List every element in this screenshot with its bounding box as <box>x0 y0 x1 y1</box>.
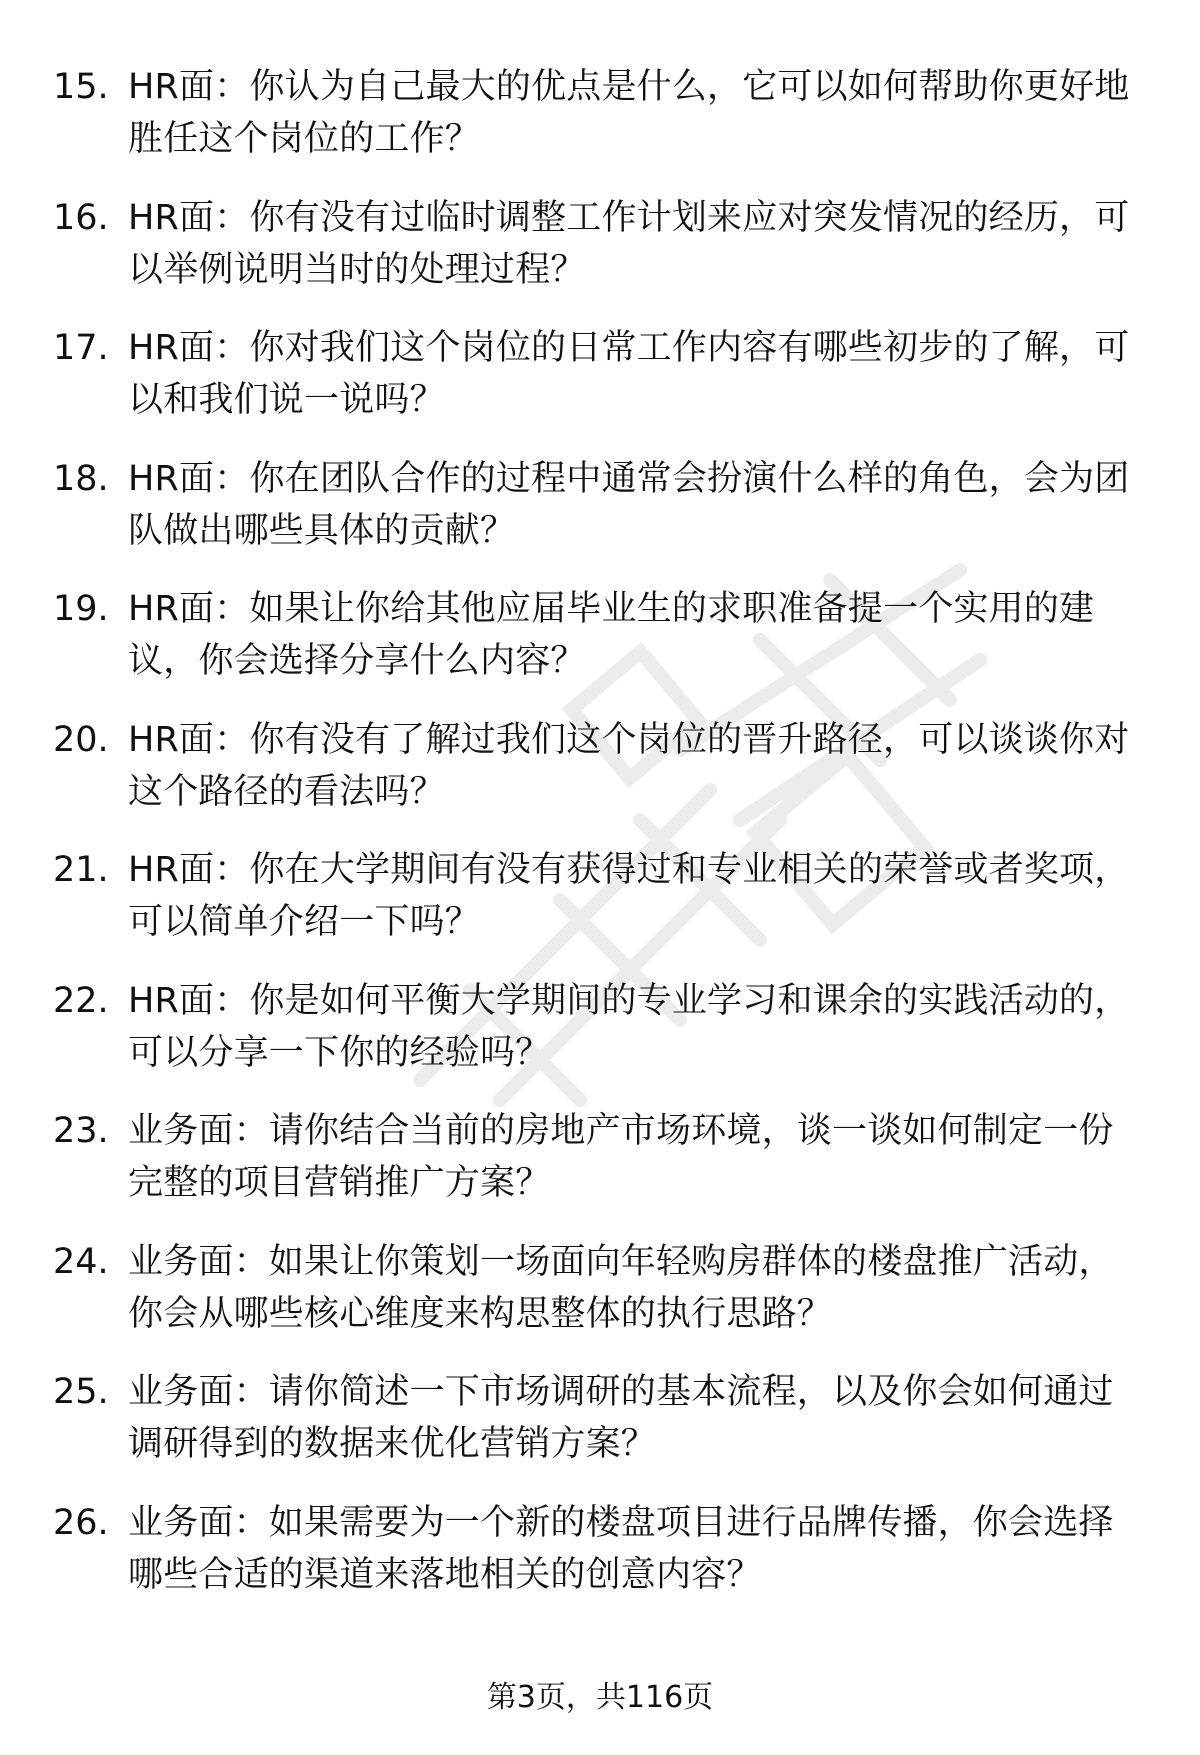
question-text: 业务面：请你结合当前的房地产市场环境，谈一谈如何制定一份 完整的项目营销推广方案？ <box>128 1111 1114 1203</box>
question-text: HR面：你认为自己最大的优点是什么，它可以如何帮助你更好地 胜任这个岗位的工作？ <box>128 67 1130 159</box>
question-item <box>0 183 1200 314</box>
question-text: HR面：你在大学期间有没有获得过和专业相关的荣誉或者奖项， 可以简单介绍一下吗？ <box>128 850 1130 942</box>
question-number: 25. <box>53 1372 109 1412</box>
question-item <box>0 444 1200 575</box>
question-number: 23. <box>53 1111 109 1151</box>
page-footer: 第3页，共116页 <box>486 1680 714 1715</box>
question-text: HR面：你是如何平衡大学期间的专业学习和课余的实践活动的， 可以分享一下你的经验吗？ <box>128 980 1130 1073</box>
question-item <box>0 313 1200 444</box>
question-text: HR面：你对我们这个岗位的日常工作内容有哪些初步的了解，可 以和我们说一说吗？ <box>128 328 1130 420</box>
question-item <box>0 966 1200 1097</box>
question-text: HR面：你有没有了解过我们这个岗位的晋升路径，可以谈谈你对 这个路径的看法吗？ <box>128 719 1130 812</box>
question-text: HR面：你有没有过临时调整工作计划来应对突发情况的经历，可 以举例说明当时的处理过程？ <box>128 197 1130 290</box>
question-item <box>0 1096 1200 1227</box>
question-item <box>0 705 1200 836</box>
question-text: 业务面：请你简述一下市场调研的基本流程，以及你会如何通过 调研得到的数据来优化营销方案？ <box>128 1372 1114 1464</box>
question-number: 15. <box>53 67 109 107</box>
question-number: 26. <box>53 1502 109 1543</box>
question-number: 21. <box>53 850 109 890</box>
question-item <box>0 1357 1200 1488</box>
question-item <box>0 52 1200 183</box>
question-item <box>0 835 1200 966</box>
question-number: 18. <box>53 458 109 499</box>
question-number: 17. <box>53 328 109 368</box>
question-number: 20. <box>53 719 109 760</box>
question-number: 16. <box>53 197 109 238</box>
question-number: 24. <box>53 1241 109 1282</box>
question-item <box>0 1488 1200 1619</box>
question-text: HR面：你在团队合作的过程中通常会扮演什么样的角色，会为团 队做出哪些具体的贡献？ <box>128 458 1130 551</box>
question-text: 业务面：如果需要为一个新的楼盘项目进行品牌传播，你会选择 哪些合适的渠道来落地相关的创意内容？ <box>128 1502 1114 1595</box>
question-number: 22. <box>53 980 109 1021</box>
question-item <box>0 574 1200 705</box>
question-number: 19. <box>53 589 109 629</box>
question-list <box>0 52 1200 1618</box>
question-text: 业务面：如果让你策划一场面向年轻购房群体的楼盘推广活动， 你会从哪些核心维度来构思整体的执行思路？ <box>128 1241 1114 1334</box>
question-item <box>0 1227 1200 1358</box>
question-text: HR面：如果让你给其他应届毕业生的求职准备提一个实用的建 议，你会选择分享什么内容？ <box>128 589 1095 681</box>
